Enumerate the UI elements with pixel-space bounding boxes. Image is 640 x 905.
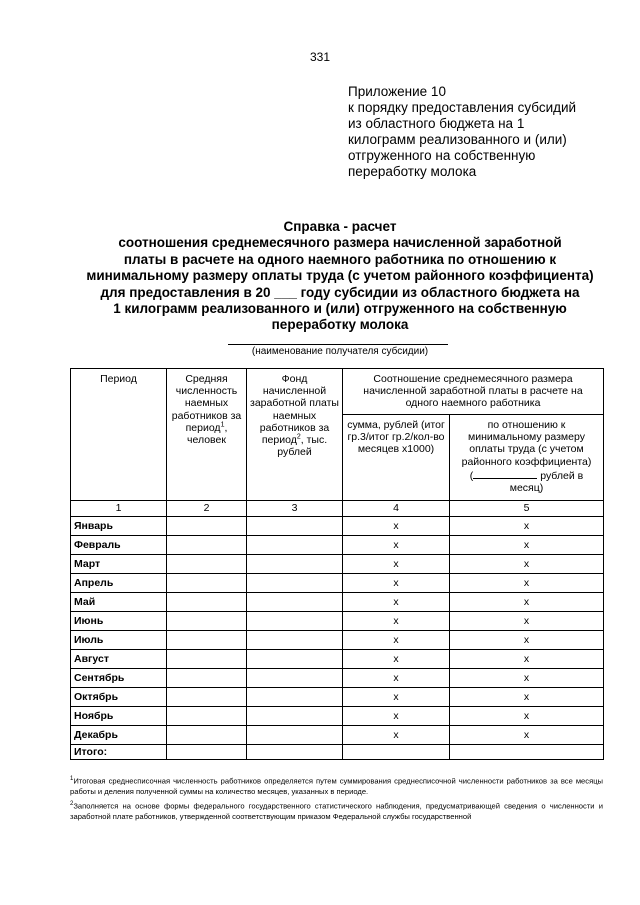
total-wage-fund-cell — [247, 745, 343, 760]
table-row — [71, 536, 604, 555]
headcount-cell — [167, 536, 247, 555]
title-line: соотношения среднемесячного размера начисленной заработной — [118, 235, 562, 251]
ratio-sum-cell: x — [343, 612, 450, 631]
table-row — [71, 555, 604, 574]
appendix-line: килограмм реализованного и (или) — [348, 132, 567, 147]
ratio-sum-cell: x — [343, 517, 450, 536]
header-wage-fund: Фонд начисленной заработной платы наемных работников за период$^2$, тыс. рублей — [247, 369, 343, 501]
appendix-line: отгруженного на собственную — [348, 148, 536, 163]
wage-fund-cell — [247, 726, 343, 745]
ratio-sum-cell: x — [343, 574, 450, 593]
period-cell: Май — [71, 593, 167, 612]
ratio-mrot-cell: x — [450, 726, 604, 745]
period-cell: Декабрь — [71, 726, 167, 745]
appendix-line: Приложение 10 — [348, 84, 446, 99]
period-cell: Июнь — [71, 612, 167, 631]
wage-fund-cell — [247, 593, 343, 612]
total-ratio-mrot-cell — [450, 745, 604, 760]
footnote-text: Итоговая среднесписочная численность работников определяется путем суммирования среднесписочной численности работников за все месяцы работы и деления полученной суммы на количество месяцев, указанных в периоде. — [70, 776, 603, 797]
column-number: 3 — [247, 501, 343, 517]
headcount-cell — [167, 650, 247, 669]
ratio-mrot-cell: x — [450, 574, 604, 593]
headcount-cell — [167, 688, 247, 707]
headcount-cell — [167, 669, 247, 688]
ratio-sum-cell: x — [343, 650, 450, 669]
table-row — [71, 593, 604, 612]
table-row — [71, 631, 604, 650]
table-row — [71, 688, 604, 707]
ratio-sum-cell: x — [343, 726, 450, 745]
headcount-cell — [167, 593, 247, 612]
footnote-text: Заполняется на основе формы федерального государственного статистического наблюдения, предусматривающей сведения о численности и заработной плате работников, утвержденной соответствующим приказом Федеральной службы государственной — [70, 801, 603, 822]
total-label: Итого: — [71, 745, 167, 760]
table-row — [71, 517, 604, 536]
column-number: 1 — [71, 501, 167, 517]
header-period: Период — [71, 369, 167, 501]
title-heading: Справка - расчет — [283, 219, 397, 234]
ratio-sum-cell: x — [343, 536, 450, 555]
wage-fund-cell — [247, 669, 343, 688]
ratio-sum-cell: x — [343, 631, 450, 650]
ratio-mrot-cell: x — [450, 669, 604, 688]
table-row — [71, 574, 604, 593]
ratio-sum-cell: x — [343, 555, 450, 574]
headcount-cell — [167, 555, 247, 574]
wage-fund-cell — [247, 536, 343, 555]
headcount-cell — [167, 517, 247, 536]
column-number: 5 — [450, 501, 604, 517]
ratio-sum-cell: x — [343, 688, 450, 707]
headcount-cell — [167, 574, 247, 593]
period-cell: Октябрь — [71, 688, 167, 707]
period-cell: Сентябрь — [71, 669, 167, 688]
header-ratio-sum: сумма, рублей (итог гр.3/итог гр.2/кол-во месяцев х1000) — [343, 415, 450, 501]
title-line: минимальному размеру оплаты труда (с учетом районного коэффициента) — [86, 268, 594, 284]
title-line: 1 килограмм реализованного и (или) отгруженного на собственную — [113, 301, 567, 317]
footnote-mark: 2 — [70, 801, 74, 808]
footnotes — [70, 774, 603, 824]
wage-fund-cell — [247, 574, 343, 593]
ratio-mrot-cell: x — [450, 536, 604, 555]
period-cell: Апрель — [71, 574, 167, 593]
ratio-sum-cell: x — [343, 669, 450, 688]
column-number: 4 — [343, 501, 450, 517]
header-ratio: Соотношение среднемесячного размера начисленной заработной платы в расчете на одного наемного работника — [343, 369, 604, 415]
appendix-line: переработку молока — [348, 164, 477, 179]
page-number: 331 — [309, 50, 331, 64]
table-row — [71, 707, 604, 726]
ratio-mrot-cell: x — [450, 555, 604, 574]
ratio-mrot-cell: x — [450, 631, 604, 650]
ratio-mrot-cell: x — [450, 517, 604, 536]
document-title — [70, 219, 610, 334]
ratio-mrot-cell: x — [450, 612, 604, 631]
total-ratio-sum-cell — [343, 745, 450, 760]
wage-fund-cell — [247, 555, 343, 574]
footnote-mark: 1 — [70, 776, 74, 782]
table-row — [71, 612, 604, 631]
ratio-mrot-cell: x — [450, 650, 604, 669]
header-avg-headcount: Средняя численность наемных работников за период$^1$, человек — [167, 369, 247, 501]
period-cell: Июль — [71, 631, 167, 650]
footnote — [70, 799, 603, 823]
title-line: платы в расчете на одного наемного работника по отношению к — [123, 251, 557, 267]
appendix-reference — [348, 84, 618, 180]
ratio-sum-cell: x — [343, 707, 450, 726]
wage-fund-cell — [247, 707, 343, 726]
ratio-sum-cell: x — [343, 593, 450, 612]
headcount-cell — [167, 631, 247, 650]
ratio-mrot-cell: x — [450, 593, 604, 612]
period-cell: Ноябрь — [71, 707, 167, 726]
table-row — [71, 669, 604, 688]
title-line: переработку молока — [271, 317, 409, 333]
footnote — [70, 774, 603, 798]
wage-fund-cell — [247, 517, 343, 536]
period-cell: Март — [71, 555, 167, 574]
appendix-line: из областного бюджета на 1 — [348, 116, 525, 131]
period-cell: Февраль — [71, 536, 167, 555]
headcount-cell — [167, 612, 247, 631]
table-row — [71, 650, 604, 669]
column-number: 2 — [167, 501, 247, 517]
recipient-caption: (наименование получателя субсидии) — [251, 346, 429, 357]
title-line: для предоставления в 20 ___ году субсидии из областного бюджета на — [100, 284, 580, 300]
total-headcount-cell — [167, 745, 247, 760]
blank-line — [473, 468, 537, 479]
period-cell: Август — [71, 650, 167, 669]
calculation-table — [70, 368, 604, 760]
wage-fund-cell — [247, 650, 343, 669]
ratio-mrot-cell: x — [450, 707, 604, 726]
headcount-cell — [167, 726, 247, 745]
recipient-name-field — [228, 344, 448, 345]
table-row — [71, 726, 604, 745]
header-ratio-mrot: по отношению к минимальному размеру оплаты труда (с учетом районного коэффициента) ( рублей в месяц) — [450, 415, 604, 501]
headcount-cell — [167, 707, 247, 726]
wage-fund-cell — [247, 631, 343, 650]
wage-fund-cell — [247, 612, 343, 631]
column-numbers-row — [71, 501, 604, 517]
ratio-mrot-cell: x — [450, 688, 604, 707]
appendix-line: к порядку предоставления субсидий — [348, 100, 577, 115]
wage-fund-cell — [247, 688, 343, 707]
total-row — [71, 745, 604, 760]
period-cell: Январь — [71, 517, 167, 536]
